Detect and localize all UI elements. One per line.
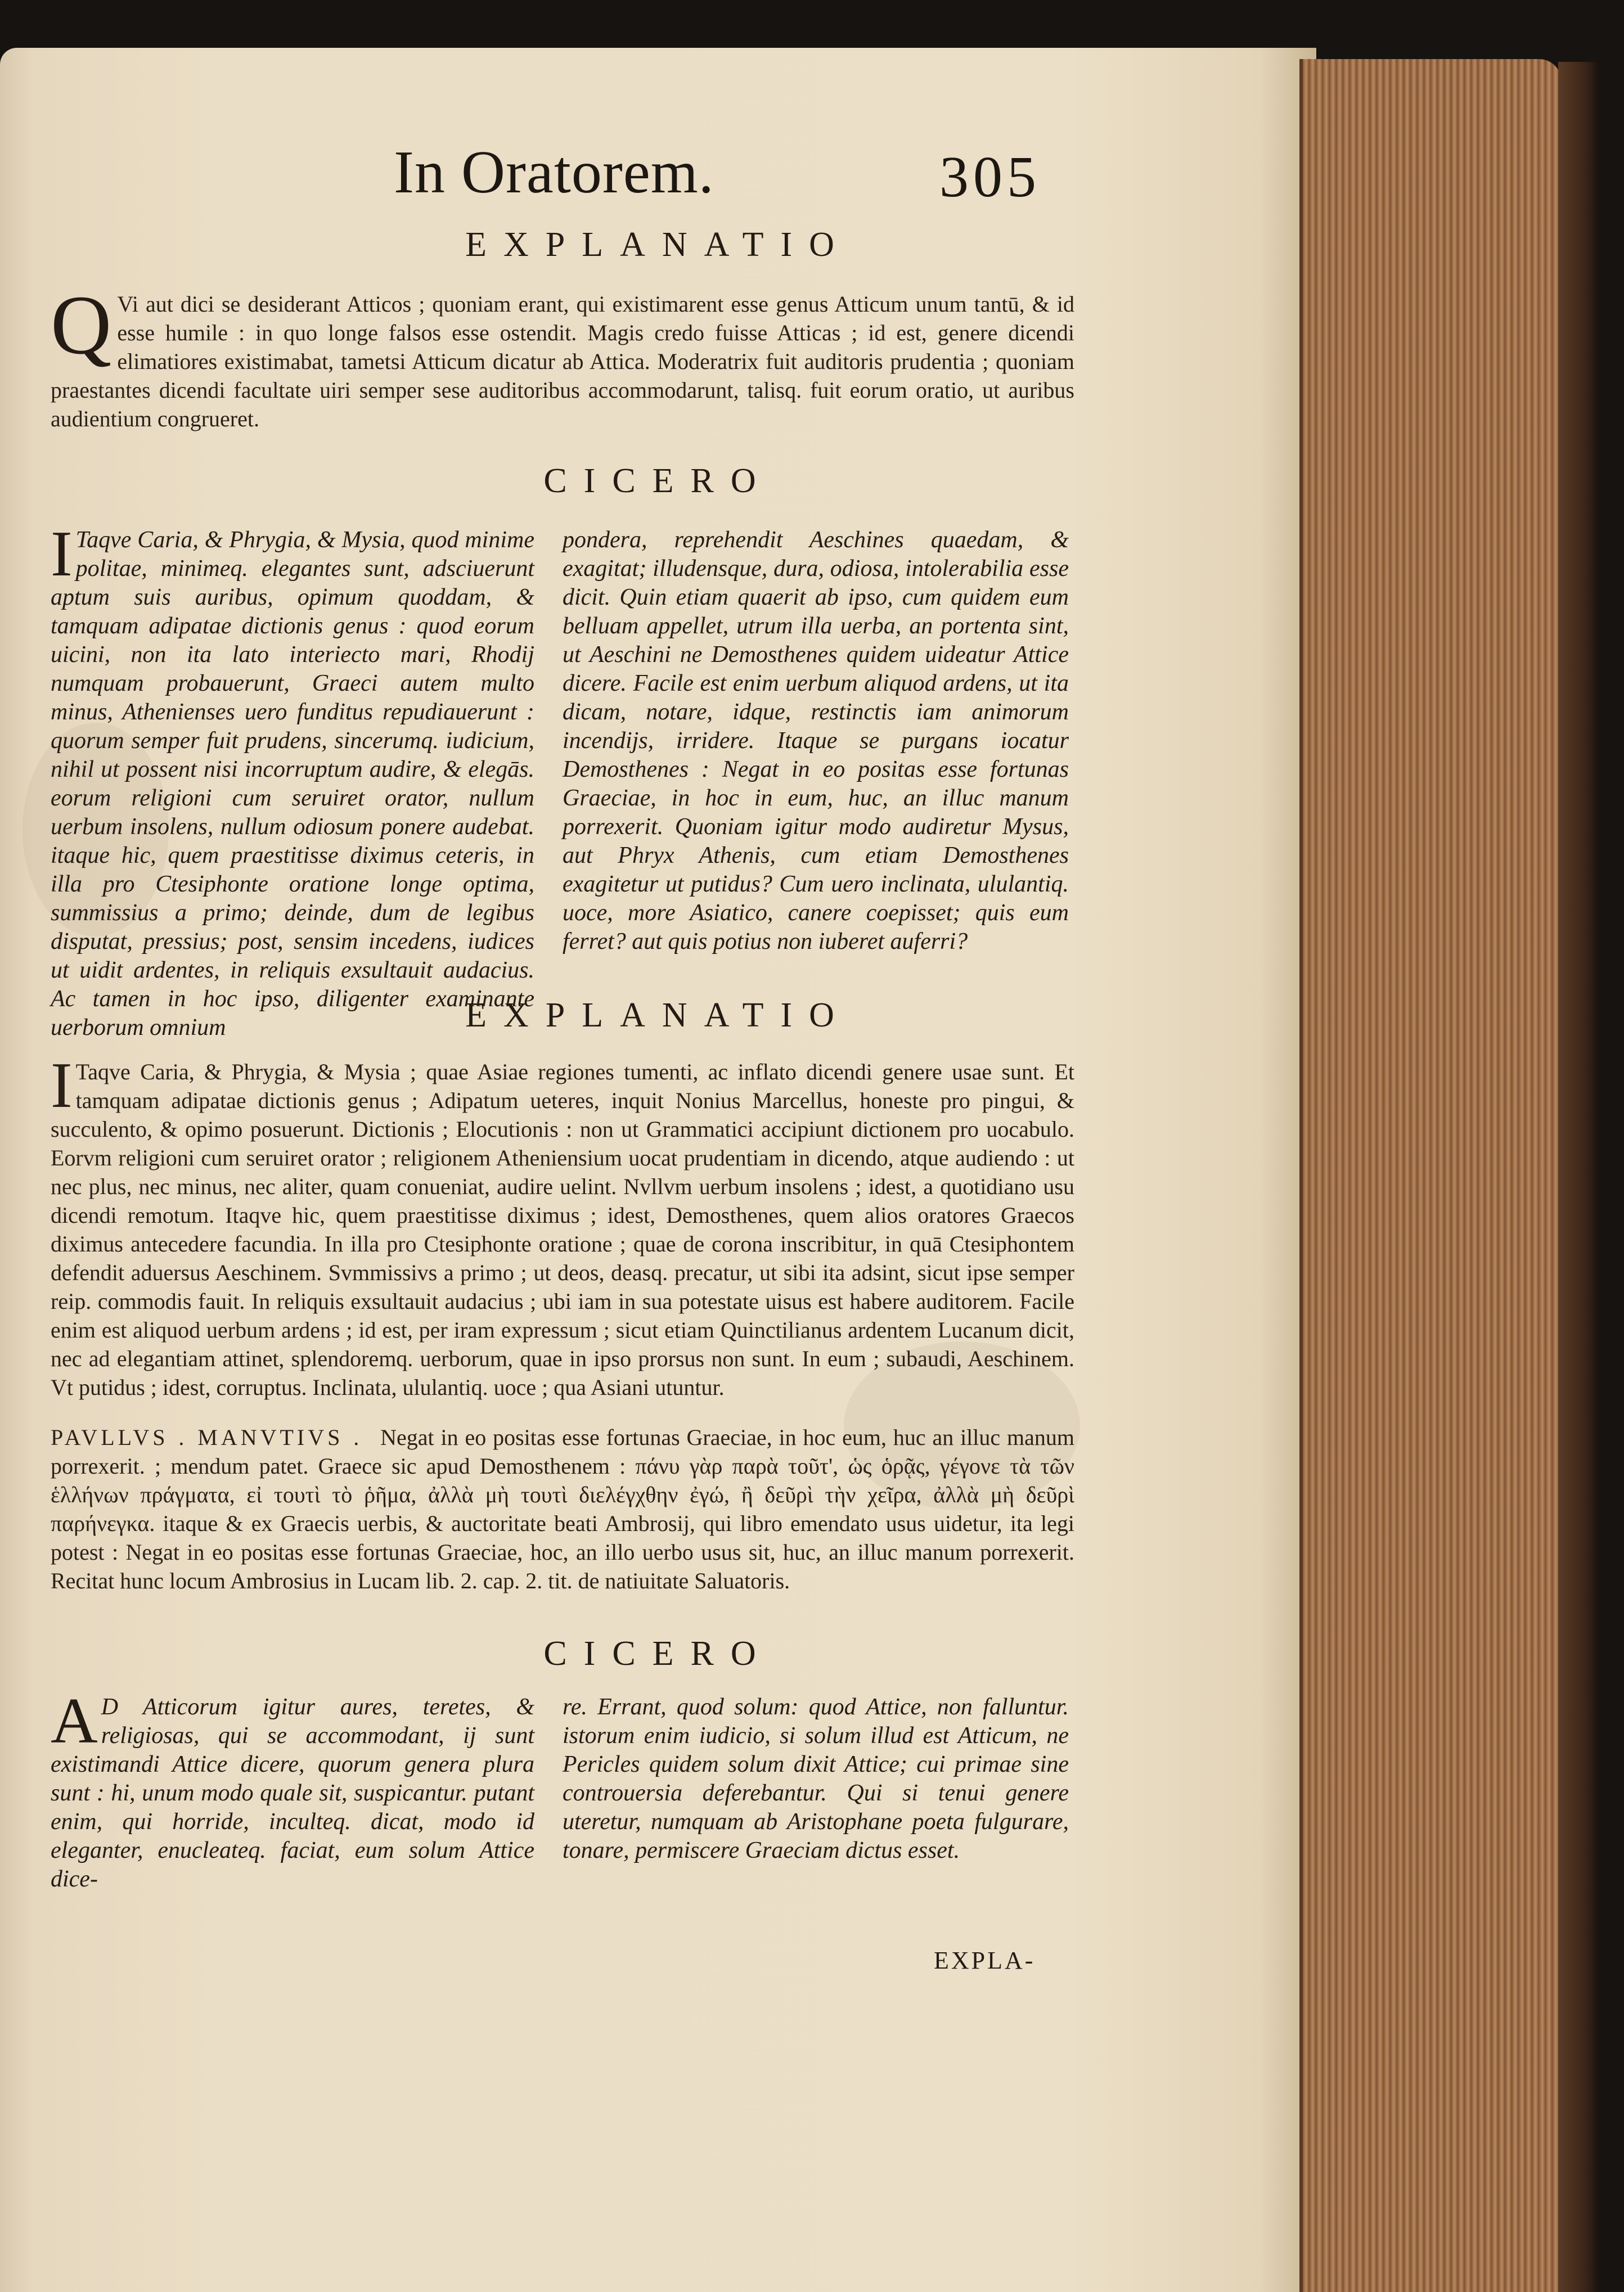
explanatio-1-text: Vi aut dici se desiderant Atticos ; quoniam erant, qui existimarent esse genus Atticum unum tantū, & id esse humile : in quo longe falsos esse ostendit. Magis credo fuisse Atticas ; id est, genere dicendi elimatiores existimabat, tametsi Atticum dicatur ab Attica. Moderatrix fuit auditoris prudentia ; quoniam praestantes dicendi facultate uiri semper sese auditoribus accommodarunt, talisq. fuit eorum oratio, ut auribus audientium congrueret.	[51, 291, 1074, 431]
explanatio-1-paragraph	[51, 278, 1074, 433]
manutius-text: Negat in eo positas esse fortunas Graeciae, in hoc eum, huc an illuc manum porrexerit. ; mendum patet. Graece sic apud Demosthenem : πάνυ γὰρ παρὰ τοῦτ', ὡς ὁρᾷς, γέγονε τὰ τῶν ἑλλήνων πράγματα, εἰ τουτὶ τὸ ῥῆμα, ἀλλὰ μὴ τουτὶ διελέγχθην ἐγώ, ἢ δεῦρὶ τὴν χεῖρα, ἀλλὰ μὴ δεῦρὶ παρήνεγκα. itaque & ex Graecis uerbis, & auctoritate beati Ambrosij, qui libro emendato usus uidetur, ita legi potest : Negat in eo positas esse fortunas Graeciae, hoc, an illo uerbo usus sit, huc, an illuc manum porrexerit. Recitat hunc locum Ambrosius in Lucam lib. 2. cap. 2. tit. de natiuitate Saluatoris.	[51, 1425, 1075, 1593]
drop-cap: Q	[51, 278, 112, 372]
manutius-label: PAVLLVS . MANVTIVS .	[51, 1425, 363, 1450]
drop-cap: A	[51, 1685, 98, 1757]
section-heading-cicero-2: CICERO	[543, 1634, 773, 1673]
explanatio-2-paragraph	[51, 1050, 1074, 1402]
book-cover-edge	[1558, 62, 1598, 2292]
cicero-1-left-column	[51, 518, 534, 1042]
drop-cap: I	[51, 518, 73, 590]
cicero-1-right-column: pondera, reprehendit Aeschines quaedam, & exagitat; illudensque, dura, odiosa, intolerabilia esse dicit. Quin etiam quaerit ab ipso, cum quidem eum belluam appellet, utrum illa uerba, an portenta sint, ut Aeschini ne Demosthenes quidem uideatur Attice dicere. Facile est enim uerbum aliquod ardens, ut ita dicam, notare, idque, restinctis iam animorum incendijs, irridere. Itaque se purgans iocatur Demosthenes : Negat in eo positas esse fortunas Graeciae, in hoc in eum, huc, an illuc manum porrexerit. Quoniam igitur modo audiretur Mysus, aut Phryx Athenis, cum etiam Demosthenes exagitetur ut putidus? Cum uero inclinata, ululantiq. uoce, more Asiatico, canere coepisset; quis eum ferret? aut quis potius non iuberet auferri?	[563, 527, 1069, 954]
cicero-2-left-text: D Atticorum igitur aures, teretes, & religiosas, qui se accommodant, ij sunt existimandi Attice dicere, quorum genera plura sunt : hi, unum modo quale sit, suspicantur. putant enim, qui horride, inculteq. dicat, modo id eleganter, enucleateq. faciat, eum solum Attice dice-	[51, 1694, 534, 1892]
explanatio-2-text: Taqve Caria, & Phrygia, & Mysia ; quae Asiae regiones tumenti, ac inflato dicendi genere usae sunt. Et tamquam adipatae dictionis genus ; Adipatum ueteres, inquit Nonius Marcellus, honeste pro pingui, & succulento, & opimo posuerunt. Dictionis ; Elocutionis : non ut Grammatici accipiunt dictionem pro uocabulo. Eorvm religioni cum seruiret orator ; religionem Atheniensium uocat prudentiam in dicendo, atque audiendo : ut nec plus, nec minus, nec aliter, quam conueniat, audire uelint. Nvllvm uerbum insolens ; idest, a quotidiano usu dicendi remotum. Itaqve hic, quem praestitisse diximus ; idest, Demosthenes, quem alios oratores Graecos diximus antecedere facundia. In illa pro Ctesiphonte oratione ; quae de corona inscribitur, in quā Ctesiphontem defendit aduersus Aeschinem. Svmmissivs a primo ; ut deos, deasq. precatur, ut sibi ita adsint, sicut ipse semper reip. commodis fauit. In reliquis exsultauit audacius ; ubi iam in sua potestate uisus est habere auditorem. Facile enim est aliquod uerbum ardens ; id est, per iram expressum ; sicut etiam Quinctilianus ardentem Lucanum dicit, nec ad elegantiam attinet, splendoremq. uerborum, quae in ipso prorsus non sunt. In eum ; subaudi, Aeschinem. Vt putidus ; idest, corruptus. Inclinata, ululantiq. uoce ; qua Asiani utuntur.	[51, 1059, 1074, 1400]
section-heading-cicero-1: CICERO	[543, 462, 773, 500]
drop-cap: I	[51, 1050, 73, 1122]
cicero-1-left-text: Taqve Caria, & Phrygia, & Mysia, quod minime politae, minimeq. elegantes sunt, adsciuerunt aptum suis auribus, opimum quoddam, & tamquam adipatae dictionis genus : quod eorum uicini, non ita lato interiecto mari, Rhodij numquam probauerunt, Graeci autem multo minus, Athenienses uero funditus repudiauerunt : quorum semper fuit prudens, sincerumq. iudicium, nihil ut possent nisi incorruptum audire, & elegās. eorum religioni cum seruiret orator, nullum uerbum insolens, nullum odiosum ponere audebat. itaque hic, quem praestitisse diximus ceteris, in illa pro Ctesiphonte oratione longe optima, summissius a primo; deinde, dum de legibus disputat, pressius; post, sensim incedens, iudices ut uidit ardentes, in reliquis exsultauit audacius. Ac tamen in hoc ipso, diligenter examinante uerborum omnium	[51, 527, 534, 1041]
section-heading-explanatio-1: EXPLANATIO	[465, 226, 851, 264]
section-heading-explanatio-2: EXPLANATIO	[465, 996, 851, 1034]
page-number: 305	[939, 145, 1041, 209]
page-block-edge	[1299, 59, 1562, 2292]
running-head: In Oratorem.	[394, 139, 714, 206]
cicero-2-left-column	[51, 1685, 534, 1894]
catchword: EXPLA-	[934, 1947, 1036, 1974]
cicero-2-right-column: re. Errant, quod solum: quod Attice, non falluntur. istorum enim iudicio, si solum illud est Atticum, ne Pericles quidem solum dixit Attice; cui primae sine controuersia deferebantur. Qui si tenui genere uteretur, numquam ab Aristophane poeta fulgurare, tonare, permiscere Graeciam dictus esset.	[563, 1694, 1069, 1863]
manutius-note	[51, 1423, 1074, 1595]
